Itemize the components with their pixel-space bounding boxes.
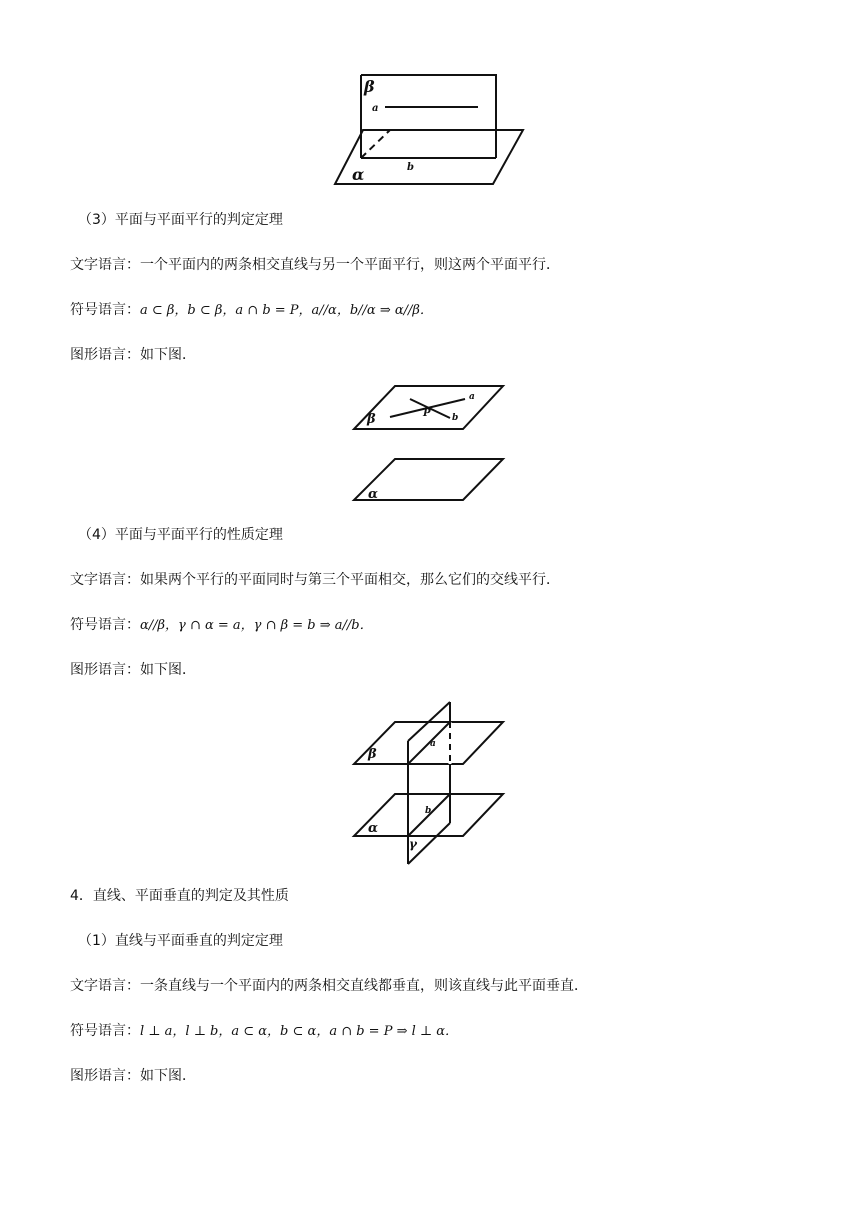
figure-line-plane-parallel (330, 70, 530, 190)
graphic-statement: 如下图． (140, 662, 196, 678)
symbol-prefix: 符号语言： (70, 1023, 140, 1039)
label-alpha: α (368, 821, 379, 836)
section3-graphic-line (70, 345, 196, 365)
section4-symbol-line (70, 615, 373, 636)
text-prefix: 文字语言： (70, 978, 140, 994)
graphic-prefix: 图形语言： (70, 662, 140, 678)
section5-title: （1）直线与平面垂直的判定定理 (78, 933, 283, 949)
text-statement: 一个平面内的两条相交直线与另一个平面平行，则这两个平面平行． (140, 257, 560, 273)
symbol-statement: l ⊥ a，l ⊥ b，a ⊂ α，b ⊂ α，a ∩ b = P ⇒ l ⊥ α． (140, 1024, 459, 1039)
graphic-statement: 如下图． (140, 1068, 196, 1084)
text-statement: 一条直线与一个平面内的两条相交直线都垂直，则该直线与此平面垂直． (140, 978, 588, 994)
text-prefix: 文字语言： (70, 257, 140, 273)
section4-graphic-line (70, 660, 196, 680)
symbol-prefix: 符号语言： (70, 302, 140, 318)
label-b: b (452, 413, 459, 423)
section4-text-line (70, 570, 560, 590)
line-a (408, 722, 450, 764)
label-a: a (430, 739, 436, 749)
heading-4: 4．直线、平面垂直的判定及其性质 (70, 888, 289, 904)
section3-text-line (70, 255, 560, 275)
label-beta: β (368, 747, 377, 762)
text-prefix: 文字语言： (70, 572, 140, 588)
section5-text-line (70, 976, 588, 996)
section5-symbol-line (70, 1021, 458, 1042)
label-P: P (423, 408, 431, 419)
symbol-statement: α//β，γ ∩ α = a，γ ∩ β = b ⇒ a//b． (140, 618, 373, 633)
label-beta: β (367, 412, 376, 427)
label-gamma: γ (409, 837, 417, 851)
text-statement: 如果两个平行的平面同时与第三个平面相交，那么它们的交线平行． (140, 572, 560, 588)
figure-parallel-planes-property (350, 698, 510, 866)
section3-title: （3）平面与平面平行的判定定理 (78, 212, 283, 228)
figure-parallel-planes-judgement (350, 382, 510, 507)
label-b: b (425, 806, 432, 816)
label-beta: β (364, 77, 375, 96)
label-alpha: α (352, 165, 365, 184)
label-a: a (469, 392, 475, 402)
section5-graphic-line (70, 1066, 196, 1086)
graphic-prefix: 图形语言： (70, 347, 140, 363)
label-a: a (372, 103, 379, 114)
graphic-prefix: 图形语言： (70, 1068, 140, 1084)
label-alpha: α (368, 487, 379, 502)
section4-title: （4）平面与平面平行的性质定理 (78, 527, 283, 543)
symbol-statement: a ⊂ β，b ⊂ β，a ∩ b = P，a//α，b//α ⇒ α//β． (140, 303, 433, 318)
section3-symbol-line (70, 300, 433, 321)
label-b: b (407, 162, 414, 173)
symbol-prefix: 符号语言： (70, 617, 140, 633)
graphic-statement: 如下图． (140, 347, 196, 363)
